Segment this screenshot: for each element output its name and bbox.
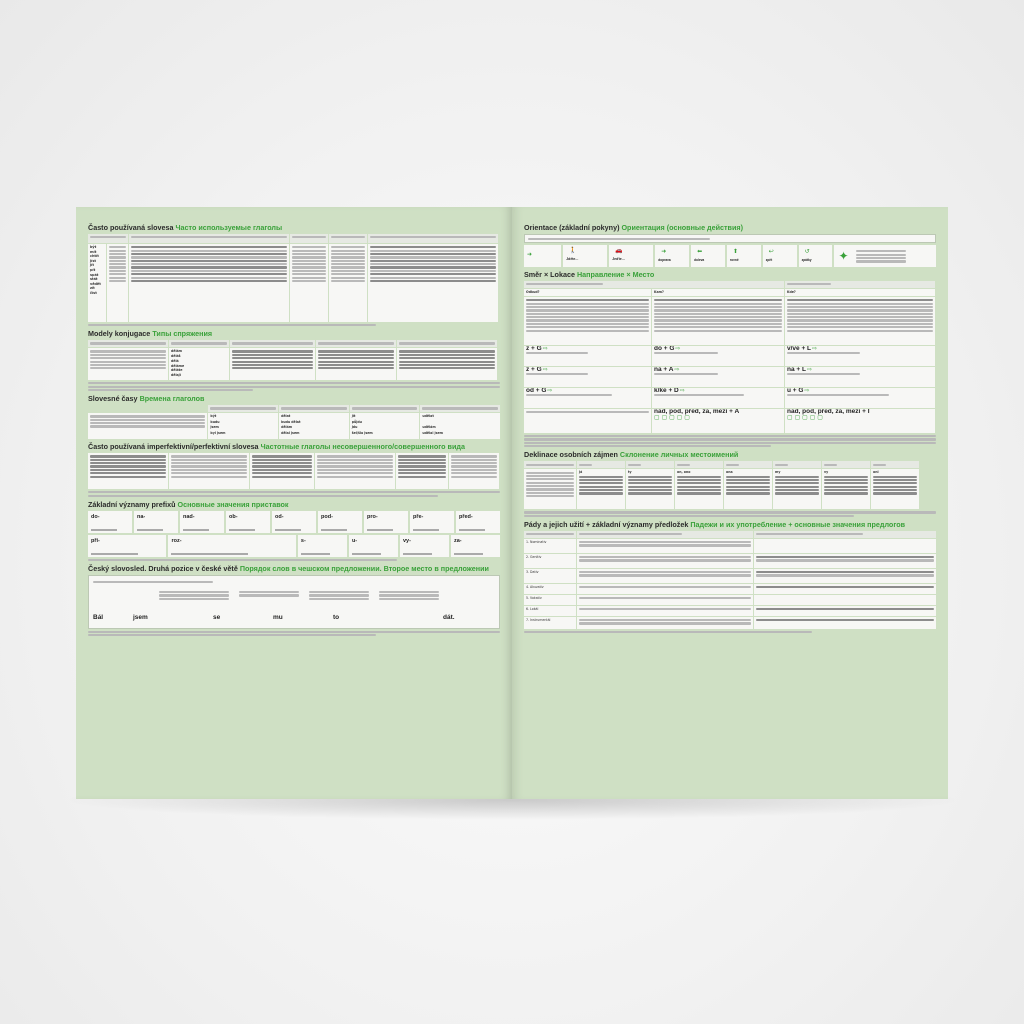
pronoun-oni: oni: [871, 469, 919, 509]
booklet-spread: [76, 207, 948, 799]
pronoun-on: on, ono: [675, 469, 723, 509]
case-label: 6. Lokál: [524, 606, 576, 616]
tile-right: ➜ doprava: [655, 245, 689, 267]
section-direction-location: Směr × Lokace Направление × Место Odkud? Kam? Kde? z + G ⇨ do + G ⇨ v/ve + L ⇨ z + G ⇨ na + A ⇨ na + L ⇨ od + G ⇨ k/ke + D ⇨ u + G ⇨ nad, pod, před, za, mezi + A ▢ ▢ ▢ ▢ ▢ nad, pod, před, za, mezi + I ▢ ▢ ▢ ▢ ▢: [524, 270, 936, 447]
pronoun-ty: ty: [626, 469, 674, 509]
prefix-tile: při-: [88, 535, 166, 557]
case-label: 7. Instrumentál: [524, 617, 576, 629]
pattern: do + G: [654, 346, 675, 352]
section-tenses: [88, 394, 500, 439]
compass-tile: ✦: [834, 245, 936, 267]
pattern: na + A: [654, 367, 674, 373]
conjugation-forms: dělám děláš dělá děláme děláte dělají: [169, 348, 229, 380]
tile-straight: ⬆ rovně: [727, 245, 761, 267]
section-prefixes: [88, 500, 500, 561]
header-kde: Kde?: [785, 289, 935, 296]
prefix-tile: pře-: [410, 511, 454, 533]
case-label: 1. Nominativ: [524, 539, 576, 553]
pattern: u + G: [787, 388, 804, 394]
tile-back: ↩ zpět: [763, 245, 797, 267]
section-cases: [524, 520, 936, 633]
pronoun-ona: ona: [724, 469, 772, 509]
prefix-tile: před-: [456, 511, 500, 533]
word-order-example: Bál jsem se mu to dát.: [93, 613, 455, 621]
pattern: z + G: [526, 367, 542, 373]
section-title: Modely konjugace Типы спряжения: [88, 329, 213, 339]
section-frequent-verbs: [88, 223, 500, 326]
prefix-tile: pro-: [364, 511, 408, 533]
pattern: k/ke + D: [654, 388, 679, 394]
section-title: Pády a jejich užití + základní významy předložek Падежи и их употребление + основные значения предлогов: [524, 519, 906, 529]
prepositions-instrumental: nad, pod, před, za, mezi + I: [787, 409, 870, 415]
prefix-tile: za-: [451, 535, 500, 557]
tense-byt: být budu jsem byl jsem: [208, 413, 278, 439]
prefix-tile: na-: [134, 511, 178, 533]
tense-delat: dělat budu dělat dělám dělal jsem: [279, 413, 349, 439]
header-kam: Kam?: [652, 289, 784, 296]
prefix-tile: nad-: [180, 511, 224, 533]
section-title: Orientace (základní pokyny) Ориентация (основные действия): [524, 223, 743, 232]
prefix-tile: u-: [349, 535, 398, 557]
pronoun-ja: já: [577, 469, 625, 509]
prefix-tile: ob-: [226, 511, 270, 533]
right-page: [512, 207, 948, 799]
pattern: na + L: [787, 367, 806, 373]
prefix-tile: pod-: [318, 511, 362, 533]
pronoun-vy: vy: [822, 469, 870, 509]
section-orientation: Orientace (základní pokyny) Ориентация (основные действия) ➜ Jděte... 🚶 Jeďte... 🚗 ➜ doprava ⬅ doleva ⬆ rovně ↩ zpět ↺ zpátky ✦: [524, 223, 936, 267]
tile-jedte: Jeďte... 🚗: [609, 245, 653, 267]
prefix-tile: roz-: [168, 535, 295, 557]
section-title: Často používaná slovesa Часто используемые глаголы: [88, 223, 283, 232]
header-odkud: Odkud?: [524, 289, 651, 296]
section-pronoun-declension: [524, 450, 936, 517]
section-conjugation-models: [88, 329, 500, 391]
case-label: 3. Dativ: [524, 569, 576, 583]
pattern: od + G: [526, 388, 547, 394]
case-label: 4. Akuzativ: [524, 584, 576, 594]
section-aspect-verbs: [88, 442, 500, 497]
pattern: z + G: [526, 346, 542, 352]
tile-jdete: Jděte... 🚶: [563, 245, 607, 267]
section-title: Slovesné časy Времена глаголов: [88, 394, 205, 404]
prefix-tile: od-: [272, 511, 316, 533]
left-page: [76, 207, 512, 799]
pronoun-my: my: [773, 469, 821, 509]
case-label: 5. Vokativ: [524, 595, 576, 605]
tense-udelat: udělat udělám udělal jsem: [420, 413, 500, 439]
section-title: Často používaná imperfektivní/perfektivní slovesa Частотные глаголы несовершенного/совершенного вида: [88, 442, 465, 452]
section-word-order: [88, 564, 500, 637]
section-title: Deklinace osobních zájmen Склонение личных местоимений: [524, 450, 739, 460]
prefix-tile: s-: [298, 535, 347, 557]
case-label: 2. Genitiv: [524, 554, 576, 568]
tense-jit: jít půjdu jdu šel/šla jsem: [350, 413, 420, 439]
section-title: Český slovosled. Druhá pozice v české větě Порядок слов в чешском предложении. Второе место в предложении: [88, 563, 489, 573]
pattern: v/ve + L: [787, 346, 812, 352]
prepositions-accusative: nad, pod, před, za, mezi + A: [654, 409, 740, 415]
tile-back-2: ↺ zpátky: [799, 245, 833, 267]
tile-left: ⬅ doleva: [691, 245, 725, 267]
verb-list: být mít chtít jíst jít pít spát stát vědět zít číst: [90, 245, 101, 295]
prefix-tile: do-: [88, 511, 132, 533]
prefix-tile: vy-: [400, 535, 449, 557]
section-title: Základní významy prefixů Основные значения приставок: [88, 499, 289, 509]
section-title: Směr × Lokace Направление × Место: [524, 270, 655, 279]
